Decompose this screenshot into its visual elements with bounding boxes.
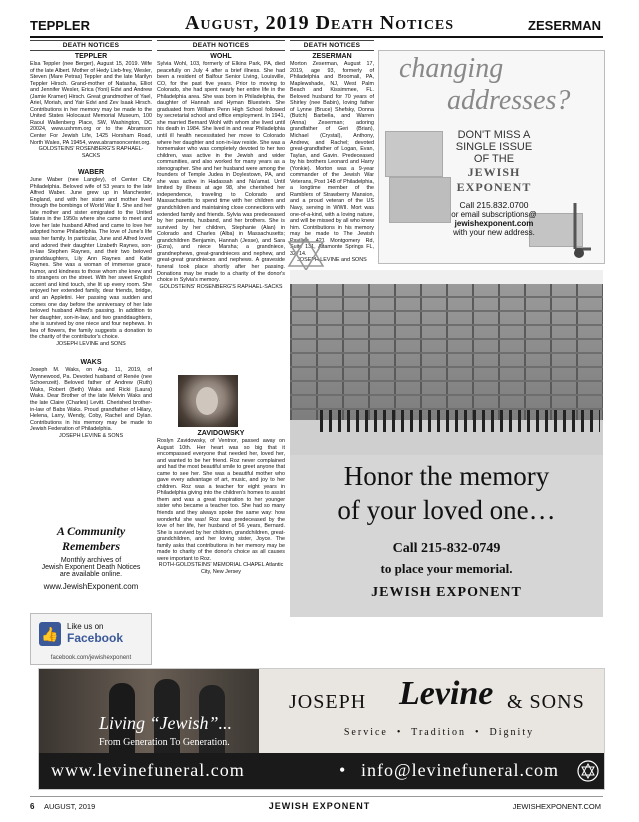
western-wall-photo — [290, 270, 603, 455]
ad-brand: EXPONENT — [456, 180, 532, 194]
notice-body: Sylvia Wohl, 103, formerly of Elkins Park, PA, died peacefully on July 4 after a brief illness. She had been a resident of Balfour Senior Living, Louisville, CO, for the past five years. Prior to moving to Colorado, she had spent nearly her entire life in the Philadelphia area. She was born in Philadelphia, the daughter of Hannah and Hyman Bluestein. She graduated from William Penn High School followed by secretarial school and office employment. In 1941, she married Bernard Wohl with whom she lived until his death in 1984. She lived in and near Philadelphia until ill health necessitated her move to Colorado where her daughter and son-in-law reside. She was a homemaker who was completely devoted to her two children, was active in the Jewish and wider communities, and also worked for many years as a stenographer. She and her husband were among the founders of Temple Judea in Doylestown, PA, and she was active in Hadassah and Na'amat. Until limited by illness at age 98, she cherished her independence, traveling to Colorado and Massachusetts to spend time with her children and grandchildren and maintaining close connections with extended family and friends. Sylvia was predeceased by her parents, husband, and her brothers. She is survived by her children, Stephanie (Alan) in Colorado and Charles (Alba) in Massachusetts; grandchildren Benjamin, Hannah (Jesse), and Sara (Ezra), and niece Marsha; a grandniece, grandnephews, great-grandnieces and nephew, and great-great grandnieces and nephews. A graveside funeral took place shortly after her passing. Donations may be made to a charity of the donor's choice in Sylvia's memory. — [157, 61, 285, 284]
notice-signoff: ROTH-GOLDSTEINS' MEMORIAL CHAPEL Atlantic City, New Jersey — [158, 562, 284, 575]
memorial-headline: of your loved one… — [337, 495, 556, 525]
levine-name-prefix: JOSEPH — [289, 691, 367, 713]
levine-email[interactable]: info@levinefuneral.com — [361, 760, 560, 780]
header-left-name: TEPPLER — [30, 18, 90, 33]
levine-website[interactable]: www.levinefuneral.com — [51, 760, 245, 780]
community-title: Remembers — [62, 539, 120, 553]
notice-body: Morton Zeserman, August 17, 2019, age 93, formerly of Philadelphia and Broomall, PA, Maplewshade, NJ, West Palm Beach and Kissimmee, FL. Beloved husband for 70 years of Shirley (nee Babin), loving father of Lynne (Bruce) Shefsky, Donna (Butch) Barbella, and Warren (Anna) Zeserman; adoring grandfather of Geri (Brian), Michael (Crystal), Anthony, Andrew, and Rachel; devoted great-grandfather of Logan, Evan, Taylan, and Gavin. Predeceased by his brothers Leonard and Harry (Yonkie). Morton was a 9-year commander of the Jewish War Veterans, Post 148 of Philadelphia, a longtime member of the Ramblers of Strawberry Mansion, and a proud veteran of the US Navy, serving in WWII. Mort was one-of-a-kind, with a loving nature, and will be missed by all who knew him. Contributions in his memory may be made to The Jewish Pavilion, 421 Montgomery Rd, Suite 131, Altamonte Springs FL, 32714. — [290, 61, 374, 257]
ad-site[interactable]: jewishexponent.com — [454, 219, 534, 228]
community-link[interactable]: www.JewishExponent.com — [43, 582, 139, 591]
levine-living-text: Living “Jewish”... — [99, 713, 233, 733]
portrait-photo — [178, 375, 238, 427]
levine-funeral-ad — [38, 668, 605, 790]
notice-name: WABER — [77, 169, 105, 177]
memorial-brand: JEWISH EXPONENT — [371, 585, 522, 600]
facebook-url[interactable]: facebook.com/jewishexponent — [50, 655, 132, 661]
facebook-brand: Facebook — [67, 631, 124, 645]
community-remembers-ad — [30, 520, 152, 612]
ad-script-heading: changing — [399, 53, 504, 84]
notice-signoff: GOLDSTEINS' ROSENBERG'S RAPHAEL-SACKS — [159, 283, 283, 290]
section-label: DEATH NOTICES — [30, 40, 152, 51]
star-of-david-icon — [286, 236, 326, 272]
community-title: A Community — [56, 524, 126, 538]
footer-page-number: 6 — [30, 802, 35, 811]
crowd — [320, 410, 600, 432]
notice-signoff: GOLDSTEINS' ROSENBERG'S RAPHAEL-SACKS — [38, 146, 144, 159]
levine-name-suffix: & SONS — [507, 691, 585, 713]
hand-truck-icon — [565, 201, 595, 259]
facebook-like-icon: 👍 — [39, 622, 61, 646]
levine-generation-text: From Generation To Generation. — [99, 737, 230, 748]
notice-signoff: JOSEPH LEVINE & SONS — [58, 432, 124, 439]
notice-body: Roslyn Zavidowsky, of Ventnor, passed away on August 10th. Her heart was so big that it encompassed everyone that needed her, loved her, and wanted to be her friend. Roz never complained and had the most beautiful smile to greet anyone that came to see her. She was a beautiful mother who gave every advantage of art, music, and joy to her children. Roz was a teacher for eight years in Philadelphia giving into the children's homes to assist them and was a great inspiration to her younger sister who became a teacher too. She had so many friends and they always spoke the same way: how wonderful she was! Roz was predeceased by the love of her life, her husband of 56 years, Bernard. She is survived by her children, grandchildren, great-grandchildren, and her loving sister, Joyce. The family asks that contributions in her memory may be made to charity of the donor's choice as all causes were important to Roz. — [157, 438, 285, 562]
ad-line: SINGLE ISSUE — [455, 141, 533, 153]
notice-name: WOHL — [210, 53, 232, 60]
memorial-sub: to place your memorial. — [380, 561, 513, 576]
notice-name: ZAVIDOWSKY — [197, 430, 245, 437]
portrait-face — [196, 387, 218, 415]
facebook-ad[interactable] — [30, 613, 152, 665]
header-right-name: ZESERMAN — [528, 18, 601, 33]
ad-phone: Call 215.832.0700 — [459, 200, 529, 210]
community-text: Monthly archives of — [60, 557, 122, 564]
ad-email: or email subscriptions@ — [451, 210, 537, 219]
notice-signoff: JOSEPH LEVINE and SONS — [297, 257, 367, 264]
notice-name: WAKS — [80, 359, 102, 367]
levine-name-script: Levine — [399, 675, 494, 712]
footer-paper: JEWISH EXPONENT — [268, 801, 371, 811]
ad-line: DON'T MISS A — [457, 129, 531, 141]
memorial-headline: Honor the memory — [343, 461, 550, 491]
ad-script-heading: addresses? — [447, 85, 571, 116]
facebook-like-text: Like us on — [67, 622, 104, 631]
notice-body: June Waber (nee Langley), of Center City Philadelphia. Beloved wife of 53 years to the late Alfred Waber. June grew up in Manchester, England, and with her sister and mother lived through the bombings of World War II. She and her late mother and sister emigrated to the United States in the 1950s where she came to meet and love her late husband Alfred and came to love her adopted home Philadelphia. The love of June's life was her family. In particular, June and Alfred loved and adored their daughter Lizabeth Raynes, son-in-law Stephen Raynes, and their two beloved granddaughters, Lily Ann Raynes and Katie Raynes. She was a woman of immense grace, humor, and kindness to those whom she knew and to strangers on the street. With her sweet English accent and kind touch, she lit up every room. She enjoyed her extended family, dear friends, bridge, and an Appletini. Her passing was sudden and comes one day before the anniversary of her late beloved husband Alfred's passing. In addition to her daughter, son-in-law, and two granddaughters, she is survived by one niece and four nephews. In lieu of flowers, the family suggests a donation to the charity of the contributor's choice. — [30, 177, 152, 341]
ad-line: with your new address. — [453, 228, 535, 237]
memorial-ad — [290, 455, 603, 617]
column-2-lower — [157, 428, 285, 618]
column-3 — [290, 40, 374, 264]
column-1 — [30, 40, 152, 518]
memorial-phone: Call 215-832-0749 — [392, 541, 501, 556]
section-label: DEATH NOTICES — [157, 40, 285, 51]
emblem-icon — [576, 759, 600, 783]
wall-stones — [290, 284, 603, 424]
header-rule — [30, 36, 603, 38]
section-label: DEATH NOTICES — [290, 40, 374, 51]
column-2 — [157, 40, 285, 400]
notice-name: ZESERMAN — [312, 53, 352, 60]
notice-signoff: JOSEPH LEVINE and SONS — [56, 340, 126, 347]
community-text: Jewish Exponent Death Notices — [41, 564, 141, 571]
notice-body: Joseph M. Waks, on Aug. 11, 2019, of Wynnewood, Pa. Devoted husband of Renée (nee Schoenzeit). Beloved father of Andrew (Ruth) Waks, Robert (Beth) Waks and Ricki (Laura) Waks. Dear Brother of the late Melvin Waks and the late Claire (Charles) Levitt. Cherished brother-in-law of Babs Waks. Proud grandfather of Hilary, Helena, Larry, Wendy, Coby, Rachel and Dylan. Contributions in his memory may be made to Jewish Federation of Philadelphia. — [30, 367, 152, 433]
footer-rule — [30, 796, 603, 797]
notice-body: Elsa Teppler (nee Berger), August 15, 2019. Wife of the late Albert. Mother of Hedy Lieb-frey, Wesler, Steven (Mare Petras) Teppler and the late Marilyn Teppler Hirsch. Grand-mother of Natasha, Elliot and Jennifer Wesler, Erica (Yoni) Edvi and Andrew (Jamie Kramer) Hirsch. Great grandmother of Yael, Ariel, Moriah, and Yair Edvi and Zev Isaak Hirsch. Contributions in her memory may be made to the United States Holocaust Memorial Museum, 100 Raoul Wallenberg Place, SW, Washington, DC 20024, www.ushmm.org or to the Abramson Center For Jewish Life, 1425 Horsham Road, North Wales, PA 19454, www.abramsoncenter.org. — [30, 61, 152, 146]
levine-separator: • — [339, 760, 346, 780]
page-title: August, 2019 Death Notices — [184, 12, 455, 34]
changing-addresses-ad — [378, 50, 605, 264]
community-text: are available online. — [59, 571, 123, 578]
ad-brand: JEWISH — [467, 165, 521, 179]
footer-site: JEWISHEXPONENT.COM — [512, 802, 601, 811]
footer-date: AUGUST, 2019 — [44, 802, 96, 811]
box-illustration — [385, 131, 443, 177]
ad-text-block — [439, 129, 549, 237]
ad-line: OF THE — [473, 153, 515, 165]
notice-name: TEPPLER — [74, 53, 108, 60]
levine-tagline: Service • Tradition • Dignity — [343, 727, 535, 738]
levine-contact-bar — [39, 753, 604, 789]
